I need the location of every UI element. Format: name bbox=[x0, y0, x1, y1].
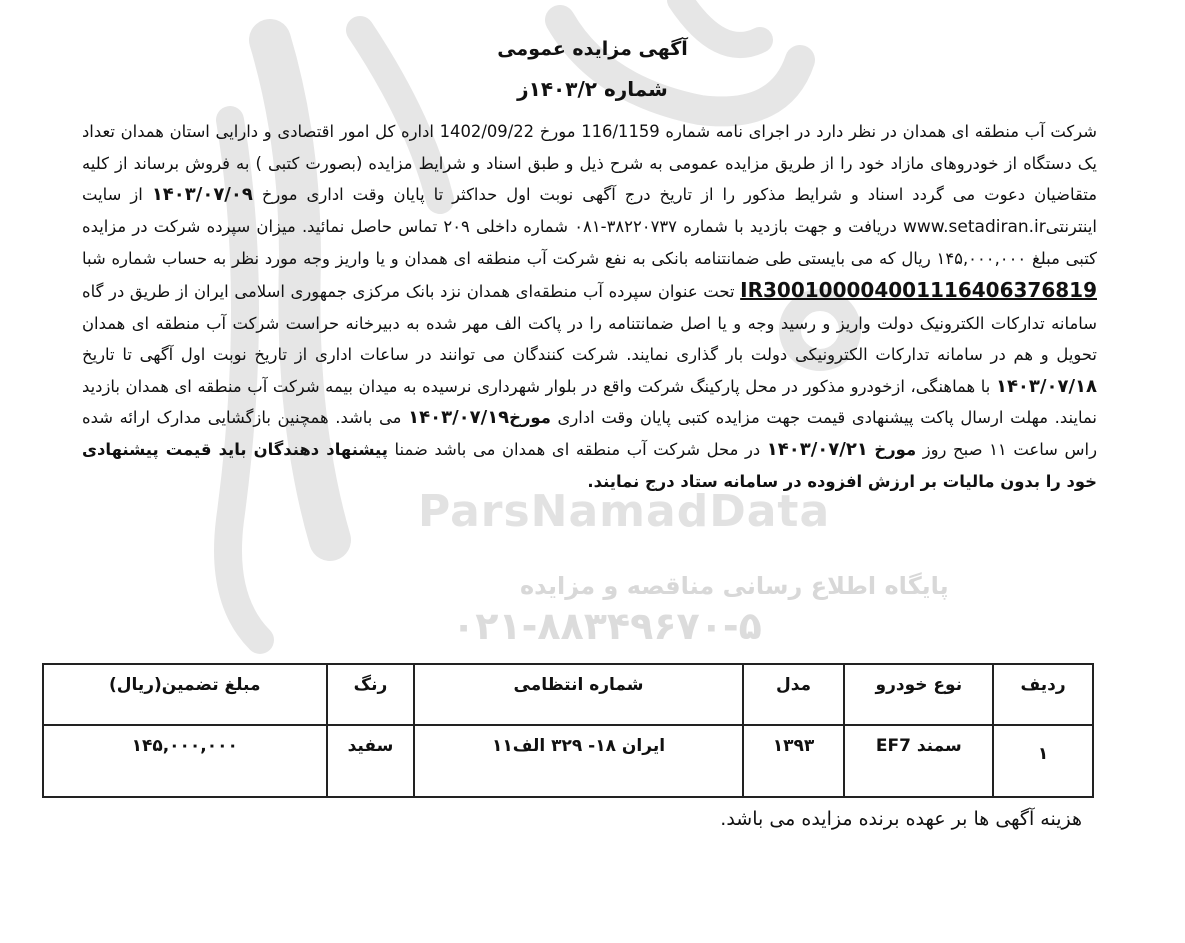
word-dated: مورخ bbox=[509, 408, 551, 428]
cell-model: ۱۳۹۳ bbox=[743, 725, 845, 797]
col-header-plate-number: شماره انتظامی bbox=[414, 664, 742, 725]
col-header-vehicle-type: نوع خودرو bbox=[844, 664, 993, 725]
body-text-2: از سایت اینترنتی bbox=[82, 185, 1097, 236]
cell-color: سفید bbox=[327, 725, 415, 797]
deadline-date: ۱۴۰۳/۰۷/۰۹ bbox=[151, 184, 253, 206]
watermark-subtitle: پایگاه اطلاع رسانی مناقصه و مزایده bbox=[520, 572, 949, 600]
col-header-model: مدل bbox=[743, 664, 845, 725]
iban-number: IR300100004001116406376819 bbox=[740, 277, 1097, 302]
vehicle-table bbox=[42, 663, 1094, 798]
body-text-8: پیشنهاد دهندگان باید قیمت پیشنهادی خود را بدون مالیات بر ارزش افزوده در سامانه ستاد درج نمایند. bbox=[82, 439, 1097, 491]
website-link[interactable]: www.setadiran.ir bbox=[902, 216, 1046, 237]
body-text-6: می باشد. همچنین بازگشایی مدارک ارائه شده راس ساعت ۱۱ صبح روز bbox=[82, 408, 1097, 459]
submission-date: ۱۴۰۳/۰۷/۱۹ bbox=[408, 407, 510, 429]
col-header-row-number: ردیف bbox=[993, 664, 1093, 725]
cell-vehicle-type: سمند EF7 bbox=[844, 725, 993, 797]
body-text-5: با هماهنگی، ازخودرو مذکور در محل پارکینگ شرکت واقع در بلوار شهرداری نرسیده به میدان بیمه شرکت آب منطقه ای همدان بازدید نمایند. مهلت ارسال پاکت پیشنهادی قیمت جهت مزایده کتبی پایان وقت اداری bbox=[82, 376, 1097, 428]
watermark-phone: ۰۲۱-۸۸۳۴۹۶۷۰-۵ bbox=[452, 604, 762, 648]
table-row bbox=[43, 725, 1093, 797]
body-text-7: در محل شرکت آب منطقه ای همدان می باشد ضمنا bbox=[394, 439, 761, 459]
cell-row-number: ۱ bbox=[993, 725, 1093, 797]
table-header-row bbox=[43, 664, 1093, 725]
body-text-3: دریافت و جهت بازدید با شماره ۳۸۲۲۰۷۳۷-۰۸۱ شماره داخلی ۲۰۹ تماس حاصل نمائید. میزان سپرده شرکت در مزایده کتبی مبلغ ۱۴۵,۰۰۰,۰۰۰ ریال که می بایستی طی ضمانتنامه بانکی به نفع شرکت آب منطقه ای همدان و یا واریز وجه مورد نظر به حساب شماره شبا bbox=[82, 216, 1097, 269]
body-text-4: تحت عنوان سپرده آب منطقه‌ای همدان نزد بانک مرکزی جمهوری اسلامی ایران از طریق در گاه سامانه تدارکات الکترونیک دولت واریز و رسید وجه و یا اصل ضمانتنامه را در پاکت الف مهر شده به دبیرخانه حراست شرکت آب منطقه ای همدان تحویل و هم در سامانه تدارکات الکترونیکی دولت بار گذاری نمایند. شرکت کنندگان می توانند در ساعات اداری از تاریخ نوبت اول آگهی تا تاریخ bbox=[82, 281, 1097, 365]
cell-plate-number: ایران ۱۸- ۳۲۹ الف۱۱ bbox=[414, 725, 742, 797]
notice-body bbox=[82, 116, 1097, 497]
footer-note: هزینه آگهی ها بر عهده برنده مزایده می باشد. bbox=[720, 808, 1082, 830]
visit-date: ۱۴۰۳/۰۷/۱۸ bbox=[995, 375, 1097, 397]
cell-guarantee-amount: ۱۴۵,۰۰۰,۰۰۰ bbox=[43, 725, 327, 797]
notice-title: آگهی مزایده عمومی bbox=[497, 38, 688, 60]
opening-date: ۱۴۰۳/۰۷/۲۱ bbox=[766, 438, 868, 460]
col-header-color: رنگ bbox=[327, 664, 415, 725]
watermark-brand: ParsNamadData bbox=[418, 486, 831, 537]
notice-number: شماره ۱۴۰۳/۲ز bbox=[517, 77, 668, 101]
body-text-1: شرکت آب منطقه ای همدان در نظر دارد در اجرای نامه شماره 116/1159 مورخ 1402/09/22 اداره کل امور اقتصادی و دارایی استان همدان تعداد یک دستگاه از خودروهای مازاد خود را از طریق مزایده عمومی به شرح ذیل و طبق اسناد و شرایط مزایده (بصورت کتبی ) به فروش برساند از کلیه متقاضیان دعوت می گردد اسناد و شرایط مذکور را از تاریخ درج آگهی نوبت اول حداکثر تا پایان وقت اداری مورخ bbox=[82, 122, 1097, 205]
word-dated-2: مورخ bbox=[874, 439, 917, 459]
col-header-guarantee-amount: مبلغ تضمین(ریال) bbox=[43, 664, 327, 725]
